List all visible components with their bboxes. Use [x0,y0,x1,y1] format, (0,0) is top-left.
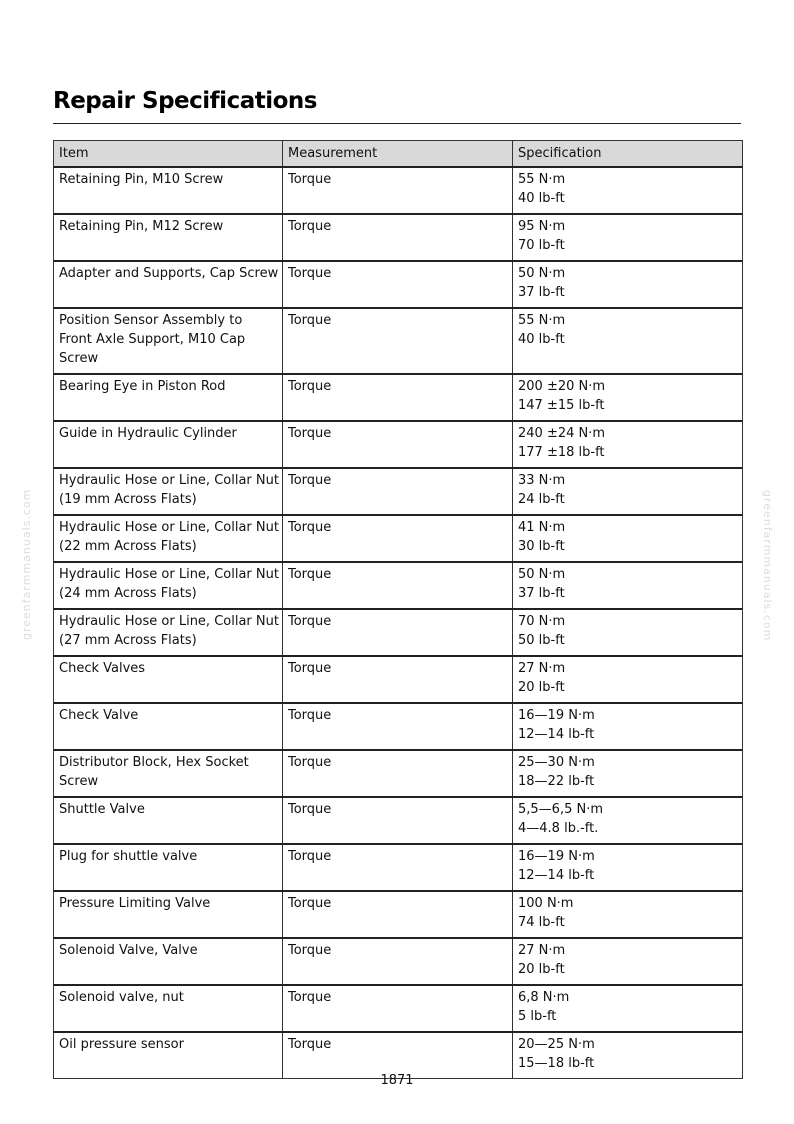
measurement-cell: Torque [283,468,513,515]
specification-value: 55 N·m [518,172,566,187]
page-number: 1871 [380,1073,414,1088]
specification-value: 20 lb-ft [518,962,565,977]
specification-cell [513,468,743,515]
item-text: Retaining Pin, M10 Screw [59,172,224,187]
specification-cell [513,797,743,844]
measurement-cell: Torque [283,656,513,703]
specification-value: 240 ±24 N·m [518,426,606,441]
measurement-cell: Torque [283,797,513,844]
specification-cell [513,656,743,703]
item-cell [54,985,283,1032]
measurement-cell: Torque [283,214,513,261]
item-cell [54,891,283,938]
specification-cell [513,985,743,1032]
specification-value: 100 N·m [518,896,574,911]
specification-cell [513,167,743,214]
table-row [54,656,743,703]
item-text: Plug for shuttle valve [59,849,198,864]
specification-value: 40 lb-ft [518,191,565,206]
item-text: Solenoid valve, nut [59,990,184,1005]
specification-value: 16—19 N·m [518,849,595,864]
item-text: Bearing Eye in Piston Rod [59,379,226,394]
specification-value: 95 N·m [518,219,566,234]
item-text: Check Valves [59,661,146,676]
table-row [54,938,743,985]
item-text: Screw [59,351,99,366]
specification-value: 24 lb-ft [518,492,565,507]
specification-cell [513,421,743,468]
table-row [54,421,743,468]
measurement-cell: Torque [283,515,513,562]
specification-cell [513,374,743,421]
table-row [54,515,743,562]
item-text: (19 mm Across Flats) [59,492,197,507]
specification-value: 20 lb-ft [518,680,565,695]
table-body [54,167,743,1079]
specification-cell [513,308,743,374]
item-cell [54,609,283,656]
specification-cell [513,750,743,797]
item-text: Oil pressure sensor [59,1037,184,1052]
specification-cell [513,703,743,750]
table-row [54,1032,743,1079]
item-cell [54,421,283,468]
specification-value: 41 N·m [518,520,566,535]
measurement-cell: Torque [283,844,513,891]
item-cell [54,844,283,891]
specification-cell [513,844,743,891]
specification-cell [513,609,743,656]
item-cell [54,374,283,421]
item-text: Hydraulic Hose or Line, Collar Nut [59,520,279,535]
measurement-cell: Torque [283,891,513,938]
item-text: Check Valve [59,708,139,723]
measurement-cell: Torque [283,261,513,308]
specification-value: 12—14 lb-ft [518,868,595,883]
item-cell [54,167,283,214]
item-cell [54,750,283,797]
measurement-cell: Torque [283,703,513,750]
watermark-left: greenfarmmanuals.com [20,488,33,640]
specification-value: 20—25 N·m [518,1037,595,1052]
measurement-cell: Torque [283,374,513,421]
specification-value: 200 ±20 N·m [518,379,606,394]
item-cell [54,562,283,609]
measurement-cell: Torque [283,750,513,797]
measurement-cell: Torque [283,167,513,214]
specification-value: 37 lb-ft [518,285,565,300]
column-header-measurement: Measurement [283,141,513,168]
specification-value: 50 lb-ft [518,633,565,648]
measurement-cell: Torque [283,1032,513,1079]
item-cell [54,797,283,844]
table-row [54,703,743,750]
table-row [54,214,743,261]
table-header-row [54,141,743,168]
item-text: Screw [59,774,99,789]
specification-value: 18—22 lb-ft [518,774,595,789]
item-cell [54,308,283,374]
item-text: Hydraulic Hose or Line, Collar Nut [59,614,279,629]
title-divider [53,123,741,124]
specification-value: 74 lb-ft [518,915,565,930]
item-cell [54,656,283,703]
specification-value: 16—19 N·m [518,708,595,723]
item-cell [54,938,283,985]
specification-cell [513,261,743,308]
specification-value: 5 lb-ft [518,1009,557,1024]
measurement-cell: Torque [283,421,513,468]
specification-value: 50 N·m [518,567,566,582]
page-title: Repair Specifications [53,88,317,114]
item-text: Distributor Block, Hex Socket [59,755,249,770]
item-text: Shuttle Valve [59,802,145,817]
item-text: Front Axle Support, M10 Cap [59,332,246,347]
specification-cell [513,891,743,938]
watermark-right: greenfarmmanuals.com [761,490,774,642]
item-text: Guide in Hydraulic Cylinder [59,426,237,441]
specification-value: 37 lb-ft [518,586,565,601]
specification-value: 147 ±15 lb-ft [518,398,605,413]
specification-cell [513,1032,743,1079]
table-row [54,609,743,656]
specification-value: 50 N·m [518,266,566,281]
table-row [54,308,743,374]
specification-value: 6,8 N·m [518,990,570,1005]
measurement-cell: Torque [283,562,513,609]
table-row [54,985,743,1032]
measurement-cell: Torque [283,308,513,374]
item-cell [54,1032,283,1079]
table-row [54,261,743,308]
item-text: Adapter and Supports, Cap Screw [59,266,279,281]
specification-value: 5,5—6,5 N·m [518,802,604,817]
measurement-cell: Torque [283,938,513,985]
specification-cell [513,515,743,562]
table-row [54,468,743,515]
item-text: Hydraulic Hose or Line, Collar Nut [59,473,279,488]
table-row [54,797,743,844]
specification-value: 30 lb-ft [518,539,565,554]
table-row [54,750,743,797]
item-cell [54,214,283,261]
item-text: Pressure Limiting Valve [59,896,211,911]
item-text: Position Sensor Assembly to [59,313,243,328]
specification-cell [513,214,743,261]
measurement-cell: Torque [283,985,513,1032]
column-header-specification: Specification [513,141,743,168]
specification-value: 25—30 N·m [518,755,595,770]
specification-cell [513,562,743,609]
table-row [54,844,743,891]
column-header-item: Item [54,141,283,168]
item-text: (27 mm Across Flats) [59,633,197,648]
specification-value: 15—18 lb-ft [518,1056,595,1071]
repair-specifications-table [53,140,743,1079]
specification-value: 55 N·m [518,313,566,328]
item-cell [54,468,283,515]
item-cell [54,703,283,750]
specification-value: 27 N·m [518,943,566,958]
specification-value: 4—4.8 lb.-ft. [518,821,599,836]
specification-value: 12—14 lb-ft [518,727,595,742]
specification-value: 27 N·m [518,661,566,676]
specification-value: 40 lb-ft [518,332,565,347]
item-text: (22 mm Across Flats) [59,539,197,554]
table-row [54,562,743,609]
item-text: (24 mm Across Flats) [59,586,197,601]
specification-value: 33 N·m [518,473,566,488]
table-row [54,374,743,421]
specification-value: 70 N·m [518,614,566,629]
specification-cell [513,938,743,985]
specification-value: 177 ±18 lb-ft [518,445,605,460]
table-row [54,891,743,938]
item-text: Retaining Pin, M12 Screw [59,219,224,234]
item-text: Solenoid Valve, Valve [59,943,198,958]
item-cell [54,261,283,308]
item-cell [54,515,283,562]
item-text: Hydraulic Hose or Line, Collar Nut [59,567,279,582]
specification-value: 70 lb-ft [518,238,565,253]
table-row [54,167,743,214]
measurement-cell: Torque [283,609,513,656]
